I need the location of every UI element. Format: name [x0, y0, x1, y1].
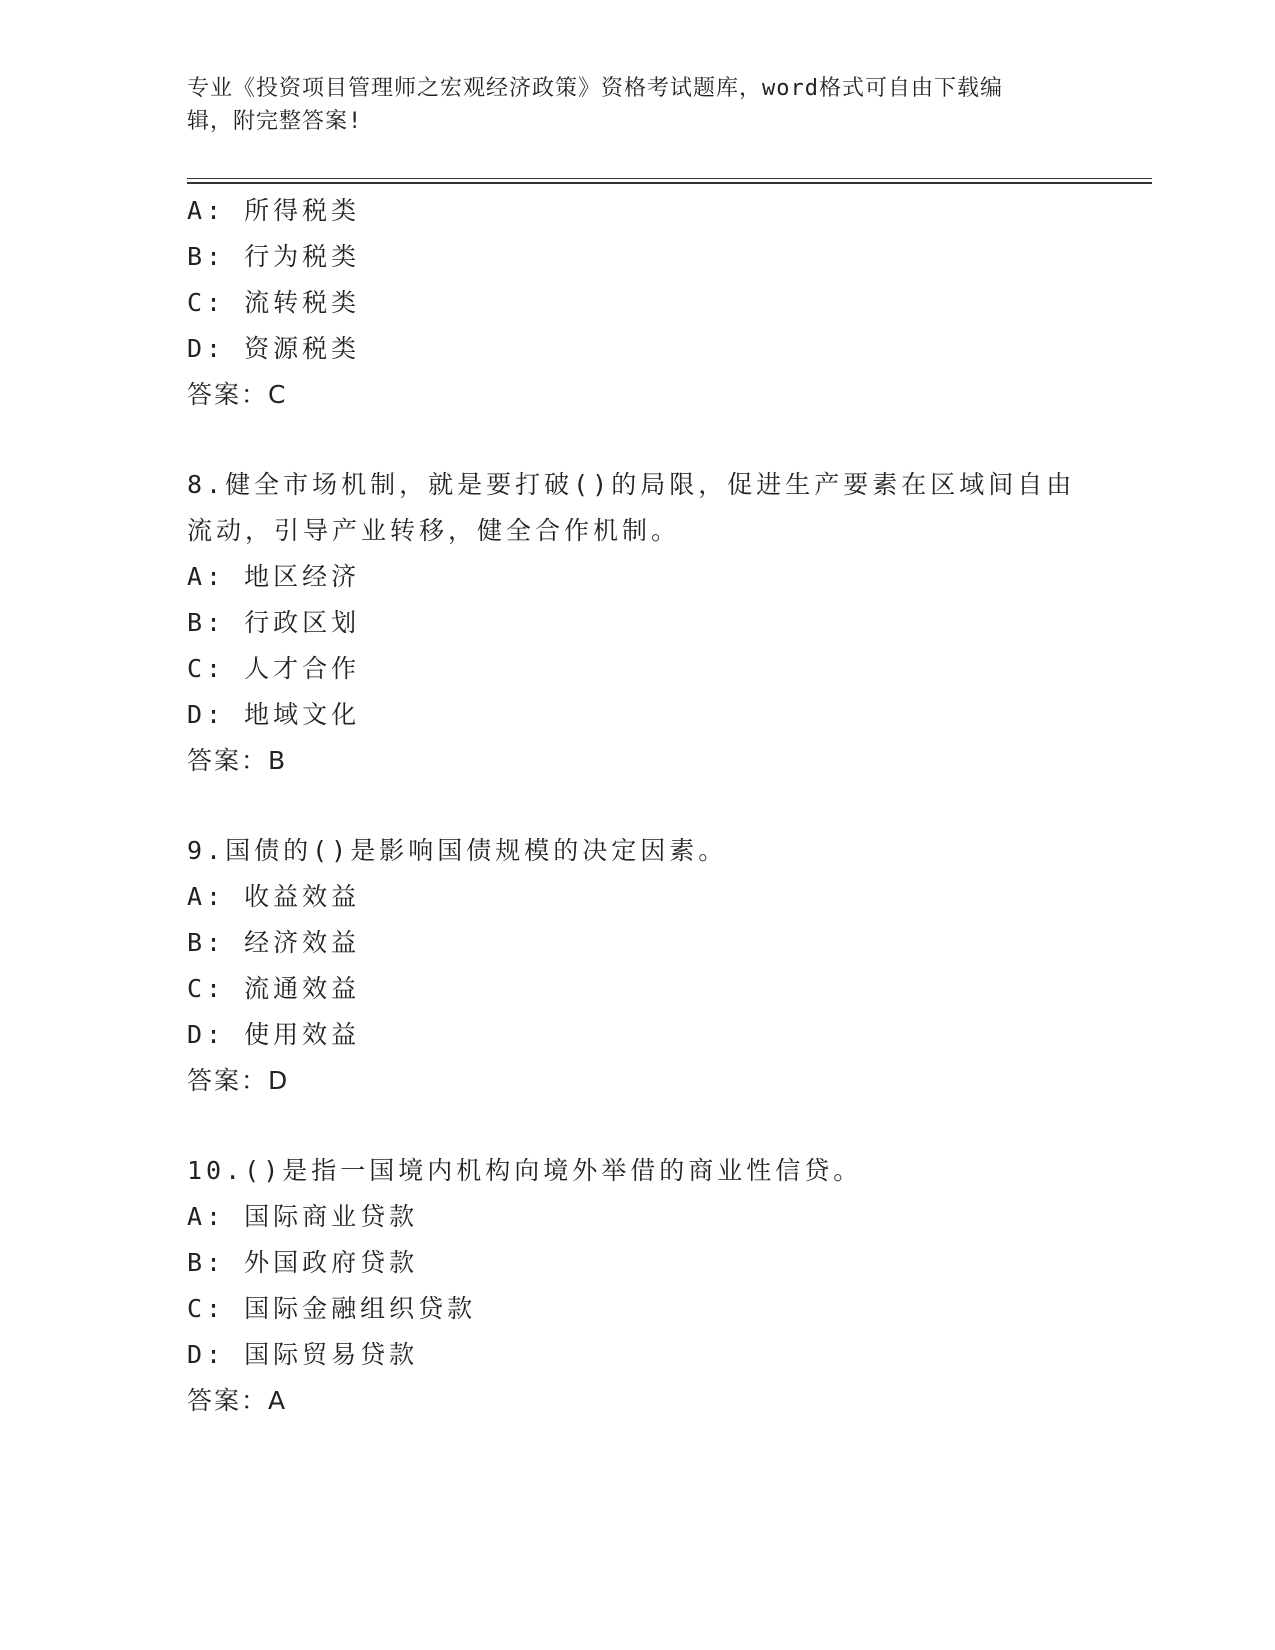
spacer [187, 784, 1087, 828]
option-b: B: 经济效益 [187, 928, 361, 957]
option-b: B: 行为税类 [187, 242, 361, 271]
question-8 [187, 462, 1087, 784]
spacer [187, 418, 1087, 462]
option-b: B: 外国政府贷款 [187, 1248, 419, 1277]
option-d: D: 国际贸易贷款 [187, 1340, 419, 1369]
answer-line: 答案：A [187, 1386, 288, 1415]
option-d: D: 使用效益 [187, 1020, 361, 1049]
question-9 [187, 828, 1087, 1104]
option-c: C: 流通效益 [187, 974, 361, 1003]
option-a: A: 收益效益 [187, 882, 361, 911]
answer-line: 答案：B [187, 746, 288, 775]
question-7 [187, 188, 1087, 418]
option-a: A: 地区经济 [187, 562, 361, 591]
option-d: D: 资源税类 [187, 334, 361, 363]
header-divider-thick [187, 182, 1152, 184]
header-line-1: 专业《投资项目管理师之宏观经济政策》资格考试题库，word格式可自由下载编 [187, 76, 1003, 101]
option-c: C: 人才合作 [187, 654, 361, 683]
option-a: A: 国际商业贷款 [187, 1202, 419, 1231]
option-d: D: 地域文化 [187, 700, 361, 729]
spacer [187, 1104, 1087, 1148]
header-divider-thin [187, 178, 1152, 179]
question-list [187, 188, 1087, 1424]
question-stem: 8.健全市场机制，就是要打破()的局限，促进生产要素在区域间自由 [187, 470, 1076, 499]
option-b: B: 行政区划 [187, 608, 361, 637]
question-stem-continued: 流动，引导产业转移，健全合作机制。 [187, 516, 681, 545]
option-c: C: 国际金融组织贷款 [187, 1294, 477, 1323]
header-line-2: 辑，附完整答案! [187, 109, 363, 134]
answer-line: 答案：D [187, 1066, 290, 1095]
question-10 [187, 1148, 1087, 1424]
option-c: C: 流转税类 [187, 288, 361, 317]
option-a: A: 所得税类 [187, 196, 361, 225]
question-stem: 9.国债的()是影响国债规模的决定因素。 [187, 836, 728, 865]
answer-line: 答案：C [187, 380, 288, 409]
document-header [187, 72, 1067, 138]
question-stem: 10.()是指一国境内机构向境外举借的商业性信贷。 [187, 1156, 863, 1185]
